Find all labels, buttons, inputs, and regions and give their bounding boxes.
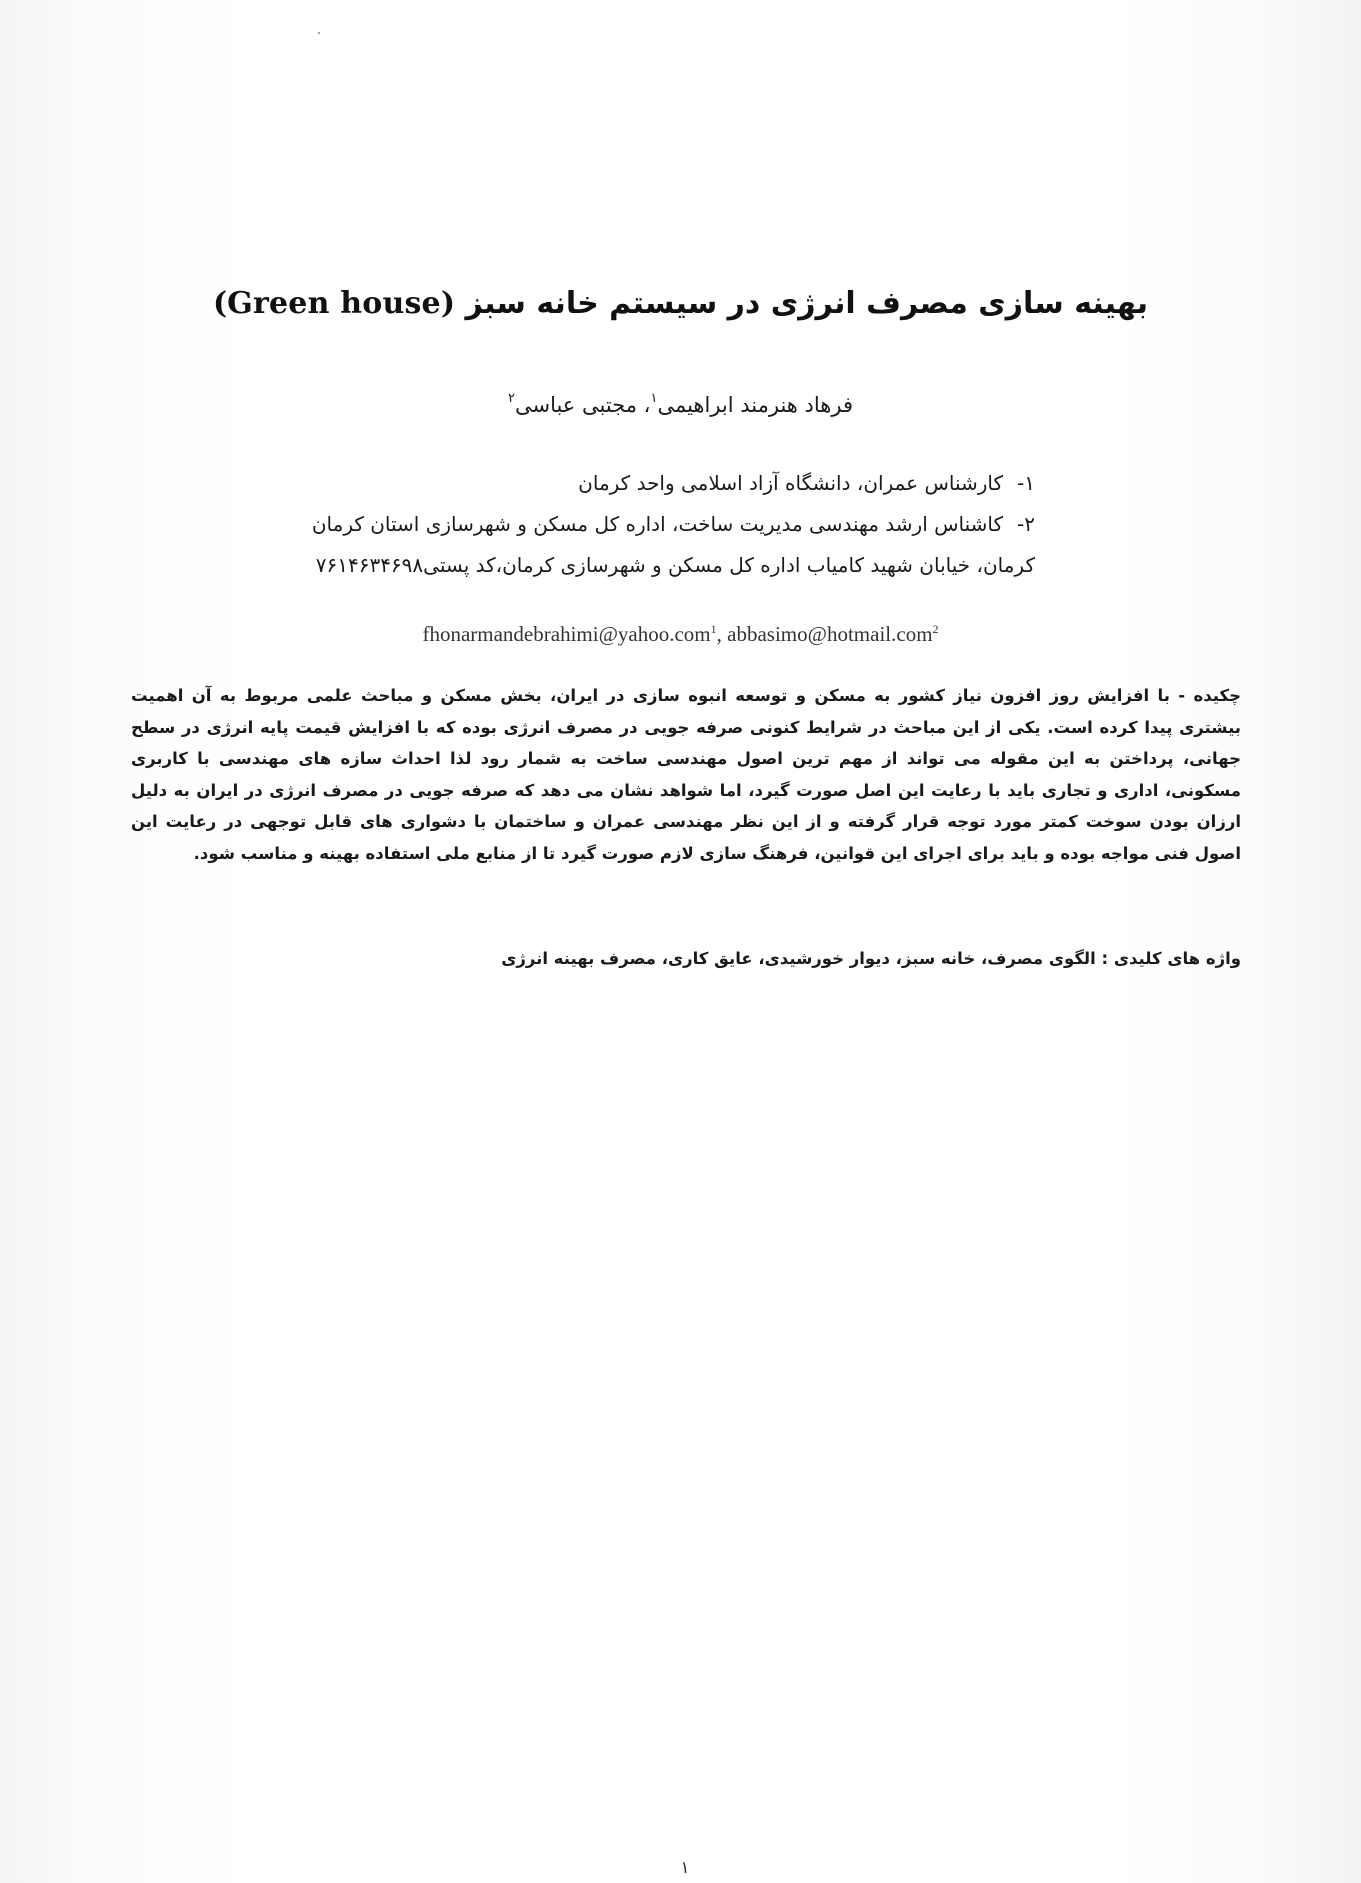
author-emails <box>140 622 1221 647</box>
affiliation-list <box>240 463 1035 586</box>
abstract-paragraph: چکیده - با افزایش روز افزون نیاز کشور به مسکن و توسعه انبوه سازی در ایران، بخش مسکن و مباحث علمی مربوط به آن اهمیت بیشتری پیدا کرده است. یکی از این مباحث در شرایط کنونی صرفه جویی در مصرف انرژی بوده که با افزایش قیمت پایه انرژی در سطح جهانی، پرداختن به این مقوله می تواند از مهم ترین اصول مهندسی ساخت به شمار رود لذا احداث سازه های مهندسی با کاربری مسکونی، اداری و تجاری باید با رعایت این اصل صورت گیرد، اما شواهد نشان می دهد که صرفه جویی در مصرف انرژی در ایران به دلیل ارزان بودن سوخت کمتر مورد توجه قرار گرفته و از این نظر مهندسی عمران و ساختمان با دشواری های قابل توجهی در رعایت این اصول فنی مواجه بوده و باید برای اجرای این قوانین، فرهنگ سازی لازم صورت گیرد تا از منابع ملی استفاده بهینه و مناسب شود. <box>131 686 1241 863</box>
email-address: fhonarmandebrahimi@yahoo.com <box>422 622 711 646</box>
affiliation-number: ۲- <box>1017 512 1035 536</box>
paper-title <box>140 286 1221 321</box>
affiliation-text: کاشناس ارشد مهندسی مدیریت ساخت، اداره کل مسکن و شهرسازی استان کرمان <box>311 512 1004 536</box>
scan-speck <box>318 32 320 34</box>
author-name: فرهاد هنرمند ابراهیمی <box>657 393 853 417</box>
author-superscript: ۲ <box>507 391 515 406</box>
author-name: مجتبی عباسی <box>514 393 637 417</box>
affiliation-address: کرمان، خیابان شهید کامیاب اداره کل مسکن و شهرسازی کرمان،کد پستی۷۶۱۴۶۳۴۶۹۸ <box>315 553 1035 577</box>
email-superscript: 1 <box>710 622 717 636</box>
affiliation-address-line <box>240 545 1035 586</box>
paper-title-persian: بهینه سازی مصرف انرژی در سیستم خانه سبز <box>465 286 1148 321</box>
paper-title-english: (Green house) <box>212 286 456 321</box>
email-address: abbasimo@hotmail.com <box>727 622 933 646</box>
author-list <box>140 393 1221 417</box>
email-separator: , <box>716 622 728 646</box>
keywords-line: واژه های کلیدی : الگوی مصرف، خانه سبز، دیوار خورشیدی، عایق کاری، مصرف بهینه انرژی <box>501 949 1241 968</box>
author-superscript: ۱ <box>650 391 658 406</box>
affiliation-line <box>240 504 1035 545</box>
affiliation-number: ۱- <box>1017 471 1035 495</box>
page-number: ۱ <box>680 1858 690 1878</box>
affiliation-text: کارشناس عمران، دانشگاه آزاد اسلامی واحد کرمان <box>578 471 1004 495</box>
affiliation-line <box>240 463 1035 504</box>
author-separator: ، <box>637 393 651 417</box>
email-superscript: 2 <box>932 622 939 636</box>
